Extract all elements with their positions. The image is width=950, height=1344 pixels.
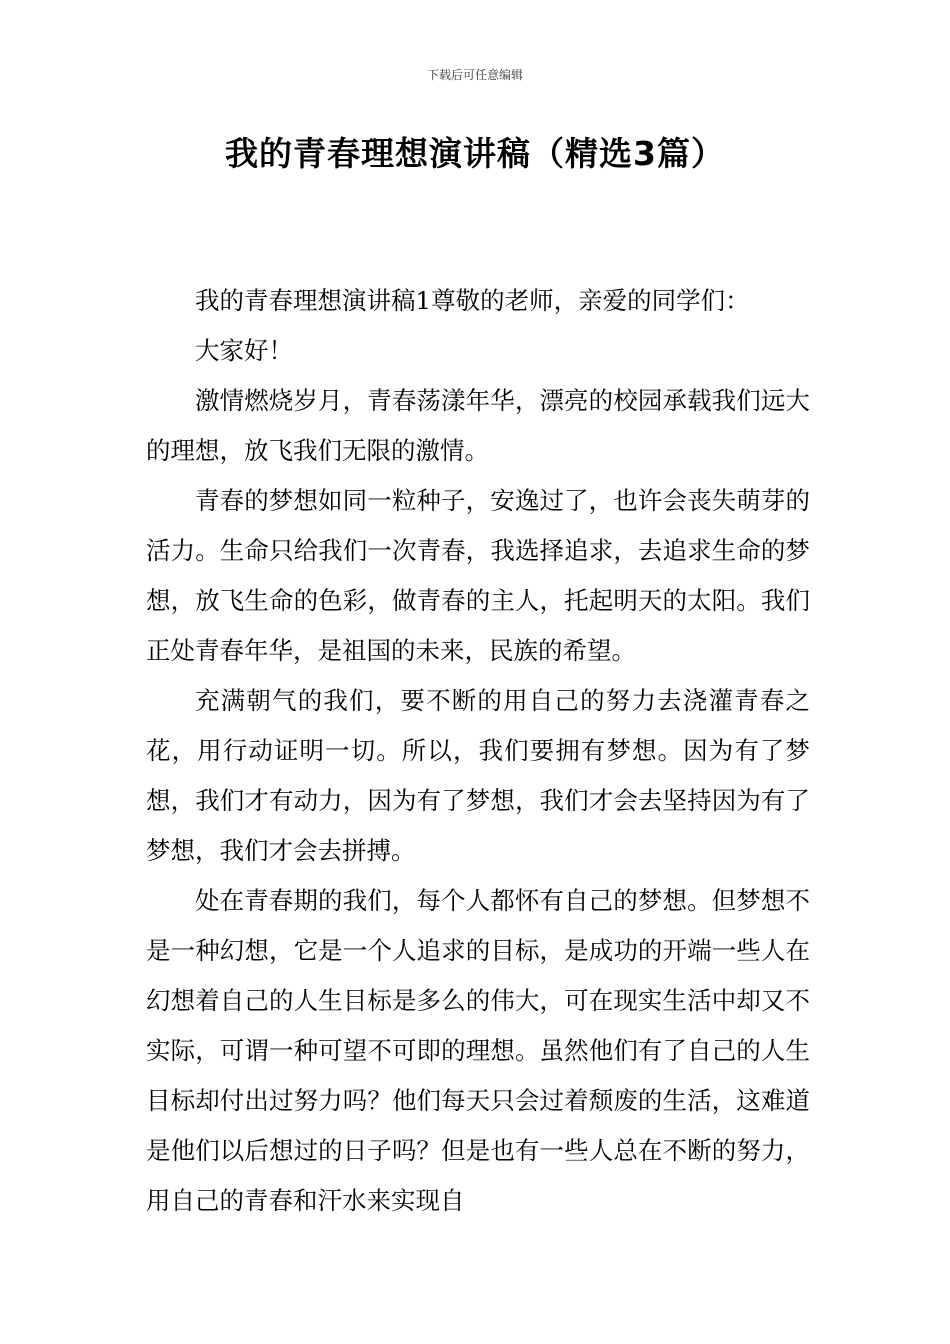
paragraph: 激情燃烧岁月，青春荡漾年华，漂亮的校园承载我们远大的理想，放飞我们无限的激情。 <box>146 386 810 465</box>
document-title: 我的青春理想演讲稿（精选3篇） <box>225 134 725 173</box>
document-body <box>146 276 810 1226</box>
paragraph: 充满朝气的我们，要不断的用自己的努力去浇灌青春之花，用行动证明一切。所以，我们要拥有梦想。因为有了梦想，我们才有动力，因为有了梦想，我们才会去坚持因为有了梦想，我们才会去拼搏。 <box>146 686 810 865</box>
paragraph-greeting: 大家好！ <box>195 336 293 365</box>
paragraph: 青春的梦想如同一粒种子，安逸过了，也许会丧失萌芽的活力。生命只给我们一次青春，我选择追求，去追求生命的梦想，放飞生命的色彩，做青春的主人，托起明天的太阳。我们正处青春年华，是祖国的未来，民族的希望。 <box>146 486 810 665</box>
header-note: 下载后可任意编辑 <box>426 68 523 82</box>
paragraph: 处在青春期的我们，每个人都怀有自己的梦想。但梦想不是一种幻想，它是一个人追求的目标，是成功的开端一些人在幻想着自己的人生目标是多么的伟大，可在现实生活中却又不实际，可谓一种可望不可即的理想。虽然他们有了自己的人生目标却付出过努力吗？他们每天只会过着颓废的生活，这难道是他们以后想过的日子吗？但是也有一些人总在不断的努力，用自己的青春和汗水来实现自 <box>146 886 810 1215</box>
paragraph-salutation: 我的青春理想演讲稿1尊敬的老师，亲爱的同学们： <box>195 286 750 315</box>
